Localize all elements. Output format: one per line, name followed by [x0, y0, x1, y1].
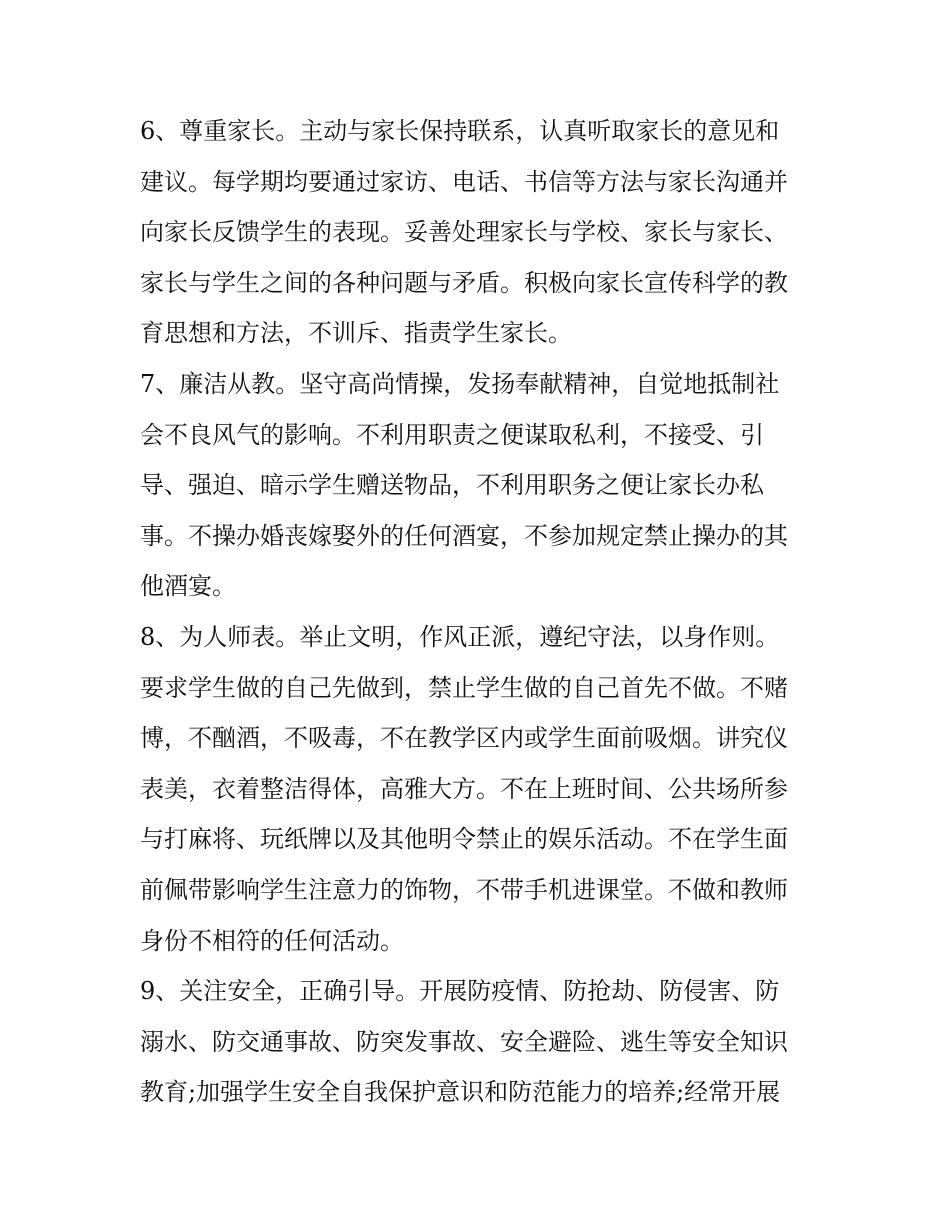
text-line: 前佩带影响学生注意力的饰物，不带手机进课堂。不做和教师 [140, 875, 788, 904]
text-line: 事。不操办婚丧嫁娶外的任何酒宴，不参加规定禁止操办的其 [140, 521, 788, 550]
text-line: 7、廉洁从教。坚守高尚情操，发扬奉献精神，自觉地抵制社 [140, 369, 780, 398]
text-line: 他酒宴。 [140, 572, 236, 601]
text-line: 家长与学生之间的各种问题与矛盾。积极向家长宣传科学的教 [140, 268, 788, 297]
text-line: 要求学生做的自己先做到，禁止学生做的自己首先不做。不赌 [140, 673, 788, 702]
text-line: 向家长反馈学生的表现。妥善处理家长与学校、家长与家长、 [140, 218, 788, 247]
document-body [140, 106, 820, 1118]
text-line: 溺水、防交通事故、防突发事故、安全避险、逃生等安全知识 [140, 1027, 788, 1056]
text-line: 8、为人师表。举止文明，作风正派，遵纪守法，以身作则。 [140, 622, 780, 651]
text-line: 导、强迫、暗示学生赠送物品，不利用职务之便让家长办私 [140, 471, 764, 500]
text-line: 身份不相符的任何活动。 [140, 926, 404, 955]
text-line: 表美，衣着整洁得体，高雅大方。不在上班时间、公共场所参 [140, 774, 788, 803]
text-line: 6、尊重家长。主动与家长保持联系，认真听取家长的意见和 [140, 117, 780, 145]
text-line: 建议。每学期均要通过家访、电话、书信等方法与家长沟通并 [140, 167, 788, 196]
text-line: 教育;加强学生安全自我保护意识和防范能力的培养;经常开展 [140, 1078, 781, 1107]
text-line: 会不良风气的影响。不利用职责之便谋取私利，不接受、引 [140, 420, 764, 449]
paragraph-6-respect-parents [140, 106, 820, 359]
paragraph-7-integrity [140, 359, 820, 612]
text-line: 博，不酗酒，不吸毒，不在教学区内或学生面前吸烟。讲究仪 [140, 724, 788, 753]
paragraph-8-role-model [140, 612, 820, 966]
text-line: 与打麻将、玩纸牌以及其他明令禁止的娱乐活动。不在学生面 [140, 825, 788, 854]
text-line: 9、关注安全，正确引导。开展防疫情、防抢劫、防侵害、防 [140, 977, 780, 1006]
text-line: 育思想和方法，不训斥、指责学生家长。 [140, 319, 572, 348]
paragraph-9-safety [140, 966, 820, 1118]
